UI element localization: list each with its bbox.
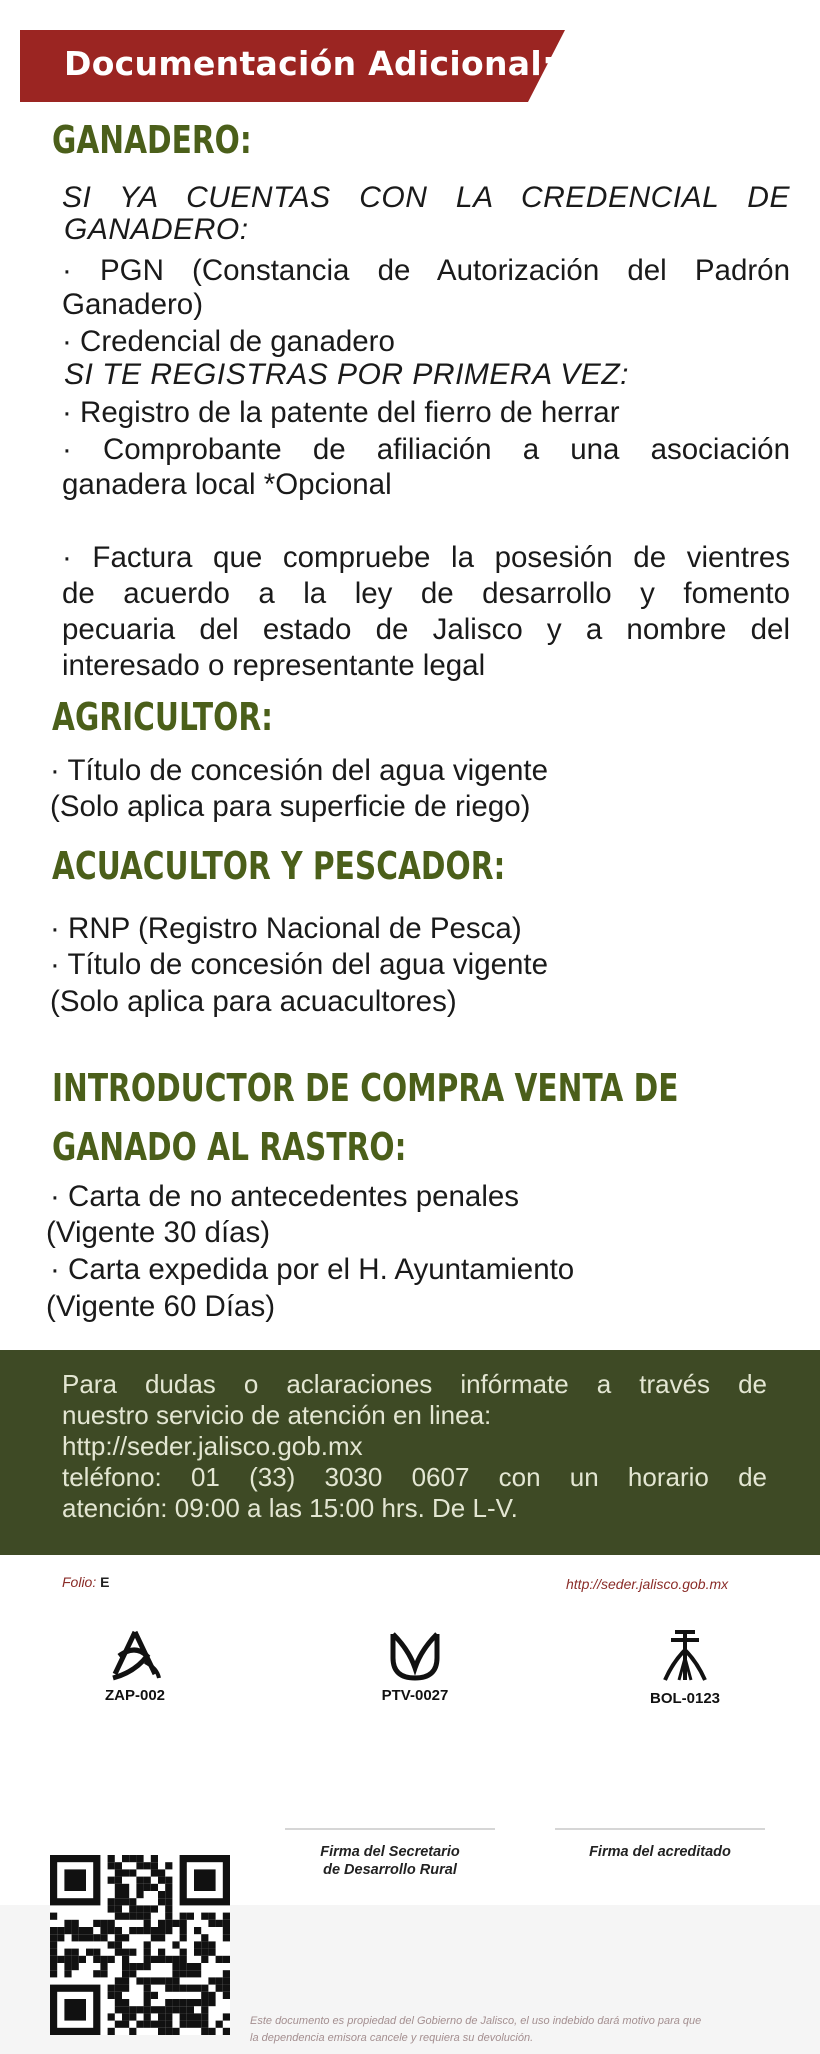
logo-code-zap: ZAP-002 [104, 1687, 166, 1704]
list-item-acuacultores-note: (Solo aplica para acuacultores) [50, 985, 457, 1018]
contact-line-1: Para dudas o aclaraciones infórmate a través de [62, 1369, 767, 1399]
logo-zap [90, 1628, 180, 1704]
contact-line-2: nuestro servicio de atención en linea: [62, 1400, 492, 1430]
list-item-factura: · Factura que compruebe la posesión de vientres [62, 541, 790, 574]
list-item-titulo-agua-acuacultor: · Título de concesión del agua vigente [50, 948, 549, 981]
heading-agricultor: AGRICULTOR: [52, 695, 274, 739]
website-link[interactable]: http://seder.jalisco.gob.mx [566, 1576, 729, 1592]
signature-label-acreditado: Firma del acreditado [589, 1844, 731, 1860]
qr-code-icon [50, 1855, 230, 2035]
signature-label-secretario-line1: Firma del Secretario [320, 1844, 460, 1860]
ganadero-subheading-first-time: SI TE REGISTRAS POR PRIMERA VEZ: [64, 358, 629, 391]
list-item-pgn-cont: Ganadero) [62, 288, 204, 321]
signature-line-secretario [285, 1828, 495, 1830]
section-banner [20, 30, 565, 102]
folio-label: Folio: [62, 1574, 97, 1590]
signature-label-secretario-line2: de Desarrollo Rural [323, 1862, 457, 1878]
zap-logo-icon [105, 1628, 165, 1683]
contact-website-link[interactable]: http://seder.jalisco.gob.mx [62, 1431, 363, 1461]
signature-line-acreditado [555, 1828, 765, 1830]
folio [62, 1574, 109, 1590]
heading-introductor: INTRODUCTOR DE COMPRA VENTA DE [52, 1066, 679, 1110]
heading-acuacultor: ACUACULTOR Y PESCADOR: [52, 844, 506, 888]
list-item-registro-patente: · Registro de la patente del fierro de herrar [62, 396, 620, 429]
disclaimer-line-1: Este documento es propiedad del Gobierno de Jalisco, el uso indebido dará motivo para que [250, 2015, 702, 2027]
list-item-comprobante-cont: ganadera local *Opcional [62, 468, 392, 501]
list-item-riego-note: (Solo aplica para superficie de riego) [50, 790, 531, 823]
list-item-titulo-agua: · Título de concesión del agua vigente [50, 754, 549, 787]
list-item-factura-cont-1: de acuerdo a la ley de desarrollo y fomento [62, 577, 790, 610]
list-item-rnp: · RNP (Registro Nacional de Pesca) [50, 912, 522, 945]
bol-logo-icon [657, 1628, 713, 1686]
logo-code-bol: BOL-0123 [649, 1690, 721, 1707]
ganadero-subheading-existing: SI YA CUENTAS CON LA CREDENCIAL DE [62, 181, 790, 214]
logo-bol [640, 1628, 730, 1707]
ptv-logo-icon [387, 1628, 443, 1683]
heading-introductor-cont: GANADO AL RASTRO: [52, 1125, 407, 1169]
list-item-comprobante: · Comprobante de afiliación a una asociación [62, 433, 790, 466]
list-item-credencial: · Credencial de ganadero [62, 325, 395, 358]
banner-title: Documentación Adicional: [64, 44, 556, 83]
logo-code-ptv: PTV-0027 [381, 1687, 449, 1704]
list-item-antecedentes: · Carta de no antecedentes penales [50, 1180, 520, 1213]
list-item-vigente-60: (Vigente 60 Días) [46, 1290, 276, 1323]
logo-ptv [365, 1628, 465, 1704]
list-item-pgn: · PGN (Constancia de Autorización del Padrón [62, 254, 790, 287]
list-item-factura-cont-2: pecuaria del estado de Jalisco y a nombre del [62, 613, 790, 646]
list-item-ayuntamiento: · Carta expedida por el H. Ayuntamiento [50, 1253, 575, 1286]
list-item-vigente-30: (Vigente 30 días) [46, 1216, 271, 1249]
ganadero-subheading-existing-cont: GANADERO: [64, 213, 249, 246]
heading-ganadero: GANADERO: [52, 118, 252, 162]
signature-label-secretario [265, 1843, 515, 1879]
list-item-factura-cont-3: interesado o representante legal [62, 649, 486, 682]
contact-hours-line: atención: 09:00 a las 15:00 hrs. De L-V. [62, 1493, 518, 1523]
folio-value: E [100, 1574, 110, 1590]
contact-phone-line: teléfono: 01 (33) 3030 0607 con un horario de [62, 1462, 767, 1492]
disclaimer-line-2: la dependencia emisora cancele y requiera su devolución. [250, 2032, 534, 2044]
contact-info-box [0, 1350, 820, 1555]
